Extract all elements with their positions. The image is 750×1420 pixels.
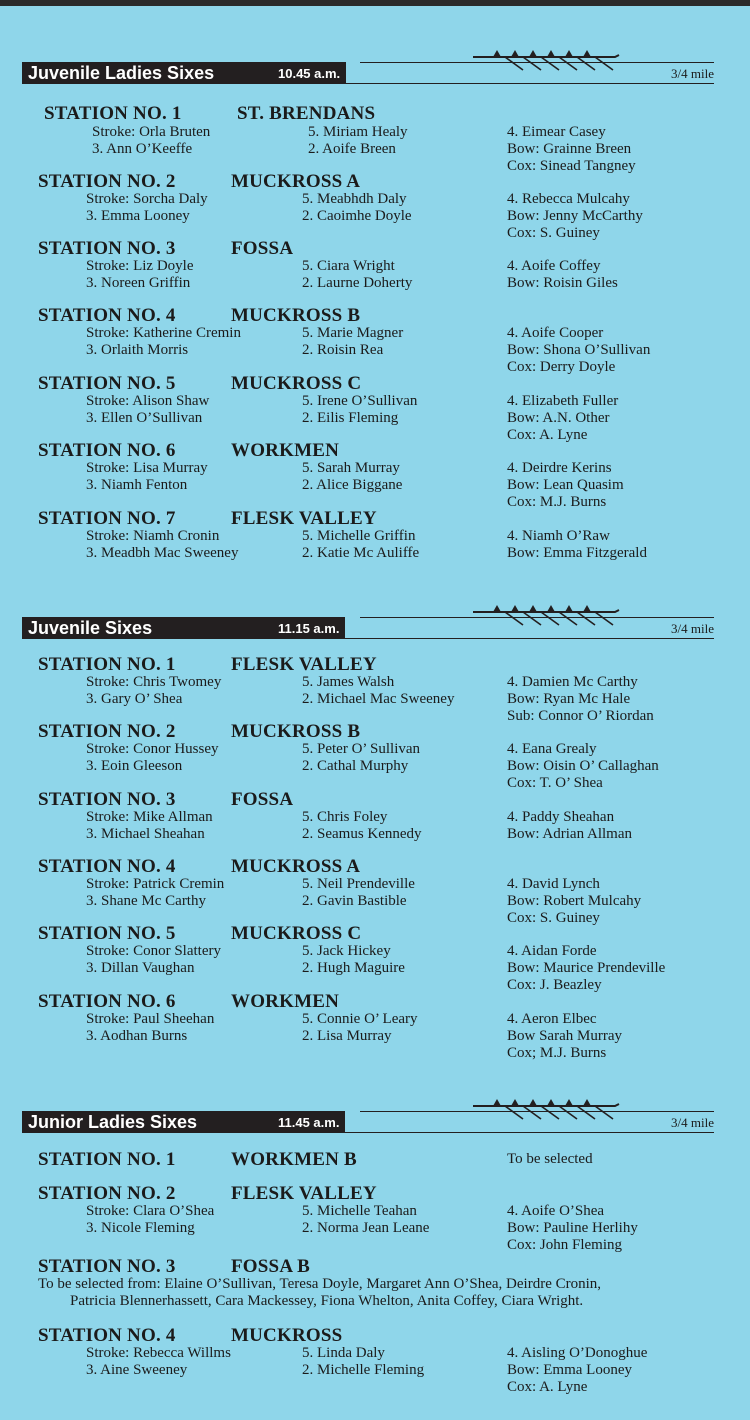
- crew-col-1: [86, 258, 193, 292]
- banner-rule: [22, 83, 714, 84]
- crew-member: 4. Paddy Sheahan: [507, 809, 615, 825]
- rowing-boat-icon: [465, 599, 625, 627]
- crew-member: Sub: Connor O’ Riordan: [507, 708, 654, 724]
- crew-member: Bow: Ryan Mc Hale: [507, 691, 631, 707]
- crew-member: 3. Meadbh Mac Sweeney: [86, 545, 239, 561]
- crew-col-2: [302, 1011, 418, 1045]
- crew-col-2: [302, 528, 419, 562]
- crew-member: Cox: A. Lyne: [507, 1379, 588, 1395]
- crew-member: Cox: S. Guiney: [507, 225, 600, 241]
- station: [38, 1183, 728, 1253]
- crew-member: 3. Gary O’ Shea: [86, 691, 183, 707]
- crew-col-3: [507, 528, 647, 562]
- crew-col-2: [302, 1345, 424, 1379]
- crew-member: Cox: S. Guiney: [507, 910, 600, 926]
- crew-member: Stroke: Mike Allman: [86, 809, 213, 825]
- banner-rule-top: [360, 1111, 714, 1112]
- crew-member: 2. Katie Mc Auliffe: [302, 545, 420, 561]
- crew-member: Bow Sarah Murray: [507, 1028, 622, 1044]
- crew-member: 2. Cathal Murphy: [302, 758, 409, 774]
- section-title: Juvenile Ladies Sixes: [28, 62, 215, 83]
- station-number: STATION NO. 3: [38, 789, 176, 810]
- crew-member: 2. Eilis Fleming: [302, 410, 399, 426]
- crew-member: Bow: Maurice Prendeville: [507, 960, 666, 976]
- crew-col-1: [86, 325, 241, 359]
- station-club: FOSSA B: [231, 1256, 311, 1277]
- section-title-bar: [22, 62, 346, 84]
- station-club: FOSSA: [231, 238, 294, 259]
- rowing-boat-icon: [465, 1093, 625, 1121]
- station-club: FLESK VALLEY: [231, 508, 377, 529]
- crew-col-1: [86, 741, 219, 775]
- crew-col-2: [302, 325, 403, 359]
- station-number: STATION NO. 7: [38, 508, 176, 529]
- crew-member: 5. Michelle Teahan: [302, 1203, 417, 1219]
- crew-member: 4. Aoife Cooper: [507, 325, 604, 341]
- crew-member: 3. Dillan Vaughan: [86, 960, 195, 976]
- station-number: STATION NO. 5: [38, 923, 176, 944]
- station-club: FLESK VALLEY: [231, 1183, 377, 1204]
- crew-member: Bow: Robert Mulcahy: [507, 893, 642, 909]
- section-banner: [0, 585, 750, 638]
- crew-member: 5. Miriam Healy: [308, 124, 408, 140]
- section-juvenile-ladies-sixes: [0, 30, 750, 83]
- banner-rule-top: [360, 617, 714, 618]
- crew-member: 4. Eimear Casey: [507, 124, 606, 140]
- crew-col-3: [507, 393, 618, 444]
- crew-col-2: [302, 191, 412, 225]
- crew-col-1: [86, 191, 208, 225]
- crew-member: Stroke: Patrick Cremin: [86, 876, 225, 892]
- station-club: MUCKROSS: [231, 1325, 343, 1346]
- crew-member: Bow: A.N. Other: [507, 410, 610, 426]
- station-club: WORKMEN: [231, 991, 340, 1012]
- crew-member: 2. Hugh Maguire: [302, 960, 405, 976]
- crew-col-3: [507, 325, 650, 376]
- station: [38, 440, 728, 510]
- crew-member: 5. Neil Prendeville: [302, 876, 415, 892]
- station-club: MUCKROSS B: [231, 721, 361, 742]
- crew-member: 4. Damien Mc Carthy: [507, 674, 638, 690]
- crew-col-3: [507, 741, 659, 792]
- station-club: MUCKROSS A: [231, 171, 361, 192]
- crew-col-1: [86, 809, 213, 843]
- crew-col-3: [507, 943, 665, 994]
- section-junior-ladies-sixes: [0, 1079, 750, 1132]
- crew-member: Cox: Derry Doyle: [507, 359, 616, 375]
- section-banner: [0, 30, 750, 83]
- station-number: STATION NO. 2: [38, 721, 176, 742]
- station-number: STATION NO. 1: [44, 103, 182, 124]
- crew-member: Stroke: Lisa Murray: [86, 460, 208, 476]
- crew-col-1: [86, 1345, 231, 1379]
- station: [38, 238, 728, 291]
- section-time: 11.45 a.m.: [278, 1114, 340, 1130]
- crew-member: 5. Connie O’ Leary: [302, 1011, 418, 1027]
- crew-col-3: [507, 1011, 622, 1062]
- crew-member: Stroke: Orla Bruten: [92, 124, 211, 140]
- crew-member: 3. Aodhan Burns: [86, 1028, 188, 1044]
- crew-member: Cox: John Fleming: [507, 1237, 623, 1253]
- station: [38, 1256, 728, 1309]
- crew-col-2: [302, 1203, 429, 1237]
- banner-rule-top: [360, 62, 714, 63]
- crew-col-2: [302, 258, 412, 292]
- crew-col-2: [302, 393, 417, 427]
- station: [38, 789, 728, 842]
- crew-col-1: [86, 674, 221, 708]
- crew-member: 3. Orlaith Morris: [86, 342, 189, 358]
- crew-col-3: [507, 1203, 638, 1254]
- station-club: FLESK VALLEY: [231, 654, 377, 675]
- section-time: 10.45 a.m.: [278, 65, 341, 81]
- crew-col-3: [507, 124, 636, 175]
- crew-member: 3. Shane Mc Carthy: [86, 893, 206, 909]
- crew-member: 3. Noreen Griffin: [86, 275, 191, 291]
- crew-col-3: [507, 258, 618, 292]
- crew-member: 4. David Lynch: [507, 876, 600, 892]
- crew-col-2: [302, 809, 422, 843]
- crew-member: 5. Linda Daly: [302, 1345, 385, 1361]
- station-club: WORKMEN: [231, 440, 340, 461]
- station: [38, 508, 728, 561]
- crew-member: 2. Gavin Bastible: [302, 893, 407, 909]
- crew-member: 2. Norma Jean Leane: [302, 1220, 430, 1236]
- crew-member: Cox: Sinead Tangney: [507, 158, 636, 174]
- section-distance: 3/4 mile: [671, 621, 714, 636]
- crew-member: 5. Ciara Wright: [302, 258, 395, 274]
- banner-rule: [22, 638, 714, 639]
- section-title: Junior Ladies Sixes: [28, 1111, 198, 1132]
- crew-member: 3. Niamh Fenton: [86, 477, 188, 493]
- crew-member: 2. Michelle Fleming: [302, 1362, 425, 1378]
- station-club: MUCKROSS B: [231, 305, 361, 326]
- crew-col-1: [86, 876, 224, 910]
- crew-member: 5. Jack Hickey: [302, 943, 391, 959]
- crew-member: Stroke: Conor Slattery: [86, 943, 221, 959]
- crew-member: 2. Seamus Kennedy: [302, 826, 422, 842]
- station-club: MUCKROSS C: [231, 373, 362, 394]
- crew-member: Bow: Grainne Breen: [507, 141, 632, 157]
- crew-col-3: [507, 876, 641, 927]
- crew-member: Bow: Roisin Giles: [507, 275, 618, 291]
- crew-col-2: [302, 876, 415, 910]
- crew-col-2: [302, 460, 402, 494]
- crew-member: 2. Roisin Rea: [302, 342, 384, 358]
- crew-member: Stroke: Chris Twomey: [86, 674, 222, 690]
- crew-member: Bow: Lean Quasim: [507, 477, 624, 493]
- to-be-selected-note: [507, 1151, 593, 1168]
- crew-member: Bow: Shona O’Sullivan: [507, 342, 651, 358]
- crew-col-3: [507, 674, 654, 725]
- crew-col-3: [507, 191, 643, 242]
- station-club: WORKMEN B: [231, 1149, 357, 1170]
- crew-member: 4. Eana Grealy: [507, 741, 597, 757]
- station-club: ST. BRENDANS: [237, 103, 376, 124]
- crew-member: 2. Lisa Murray: [302, 1028, 392, 1044]
- crew-col-1: [86, 1011, 214, 1045]
- crew-col-1: [86, 460, 208, 494]
- station: [38, 721, 728, 791]
- section-banner: [0, 1079, 750, 1132]
- station: [38, 305, 728, 375]
- station-club: MUCKROSS A: [231, 856, 361, 877]
- crew-member: Stroke: Liz Doyle: [86, 258, 194, 274]
- crew-member: 4. Aoife O’Shea: [507, 1203, 605, 1219]
- crew-member: 3. Emma Looney: [86, 208, 190, 224]
- crew-col-2: [302, 674, 454, 708]
- crew-member: Bow: Emma Fitzgerald: [507, 545, 647, 561]
- crew-member: Cox: J. Beazley: [507, 977, 602, 993]
- crew-member: 2. Michael Mac Sweeney: [302, 691, 455, 707]
- selection-line: To be selected from: Elaine O’Sullivan, Teresa Doyle, Margaret Ann O’Shea, Deirdre Cronin,: [38, 1276, 602, 1292]
- crew-member: 5. Sarah Murray: [302, 460, 400, 476]
- crew-member: 2. Laurne Doherty: [302, 275, 413, 291]
- crew-member: 3. Nicole Fleming: [86, 1220, 195, 1236]
- crew-col-1: [92, 124, 210, 158]
- crew-member: Stroke: Alison Shaw: [86, 393, 210, 409]
- station-number: STATION NO. 3: [38, 1256, 176, 1277]
- section-time: 11.15 a.m.: [278, 620, 340, 636]
- station-number: STATION NO. 1: [38, 1149, 176, 1170]
- station: [38, 373, 728, 443]
- crew-col-1: [86, 393, 209, 427]
- crew-member: 4. Aoife Coffey: [507, 258, 601, 274]
- selection-list: [38, 1276, 601, 1310]
- station-club: MUCKROSS C: [231, 923, 362, 944]
- crew-member: 5. Chris Foley: [302, 809, 388, 825]
- crew-member: Stroke: Conor Hussey: [86, 741, 219, 757]
- station: [38, 171, 728, 241]
- station: [38, 856, 728, 926]
- crew-member: Stroke: Clara O’Shea: [86, 1203, 215, 1219]
- station: [38, 923, 728, 993]
- crew-col-1: [86, 1203, 214, 1237]
- crew-member: Cox: M.J. Burns: [507, 494, 607, 510]
- crew-col-3: [507, 460, 624, 511]
- station-number: STATION NO. 6: [38, 440, 176, 461]
- crew-member: 4. Deirdre Kerins: [507, 460, 612, 476]
- crew-member: 4. Aisling O’Donoghue: [507, 1345, 648, 1361]
- station-number: STATION NO. 3: [38, 238, 176, 259]
- crew-member: 3. Ellen O’Sullivan: [86, 410, 203, 426]
- crew-col-3: [507, 809, 632, 843]
- rowing-boat-icon: [465, 44, 625, 72]
- banner-rule: [22, 1132, 714, 1133]
- section-title: Juvenile Sixes: [28, 617, 153, 638]
- crew-member: 3. Aine Sweeney: [86, 1362, 188, 1378]
- crew-member: Stroke: Niamh Cronin: [86, 528, 220, 544]
- crew-member: 3. Michael Sheahan: [86, 826, 205, 842]
- crew-member: 5. James Walsh: [302, 674, 395, 690]
- crew-member: Cox: A. Lyne: [507, 427, 588, 443]
- crew-member: 5. Marie Magner: [302, 325, 404, 341]
- crew-col-1: [86, 528, 238, 562]
- crew-member: 3. Ann O’Keeffe: [92, 141, 193, 157]
- crew-col-2: [302, 741, 420, 775]
- station-number: STATION NO. 6: [38, 991, 176, 1012]
- crew-col-1: [86, 943, 221, 977]
- crew-member: Bow: Emma Looney: [507, 1362, 632, 1378]
- crew-member: 2. Alice Biggane: [302, 477, 403, 493]
- station-number: STATION NO. 5: [38, 373, 176, 394]
- crew-member: Bow: Adrian Allman: [507, 826, 632, 842]
- station: [38, 991, 728, 1061]
- section-juvenile-sixes: [0, 585, 750, 638]
- crew-member: 4. Rebecca Mulcahy: [507, 191, 630, 207]
- crew-col-3: [507, 1345, 647, 1396]
- crew-col-2: [302, 943, 405, 977]
- station-club: FOSSA: [231, 789, 294, 810]
- crew-member: 2. Aoife Breen: [308, 141, 396, 157]
- crew-member: 5. Irene O’Sullivan: [302, 393, 418, 409]
- top-rule: [0, 0, 750, 6]
- crew-member: Stroke: Paul Sheehan: [86, 1011, 215, 1027]
- crew-member: 5. Meabhdh Daly: [302, 191, 407, 207]
- station: [38, 1325, 728, 1395]
- crew-member: Bow: Jenny McCarthy: [507, 208, 643, 224]
- crew-member: 4. Aeron Elbec: [507, 1011, 597, 1027]
- crew-member: 4. Niamh O’Raw: [507, 528, 610, 544]
- crew-member: 4. Aidan Forde: [507, 943, 597, 959]
- crew-col-2: [308, 124, 408, 158]
- section-distance: 3/4 mile: [671, 66, 714, 81]
- crew-member: 3. Eoin Gleeson: [86, 758, 183, 774]
- crew-member: Stroke: Sorcha Daly: [86, 191, 208, 207]
- crew-member: Stroke: Katherine Cremin: [86, 325, 241, 341]
- station: [44, 103, 734, 174]
- section-title-bar: [22, 1111, 345, 1133]
- crew-member: Bow: Pauline Herlihy: [507, 1220, 638, 1236]
- station-number: STATION NO. 4: [38, 305, 176, 326]
- station-number: STATION NO. 2: [38, 1183, 176, 1204]
- section-title-bar: [22, 617, 345, 639]
- crew-member: Cox: T. O’ Shea: [507, 775, 603, 791]
- station-number: STATION NO. 2: [38, 171, 176, 192]
- station-number: STATION NO. 1: [38, 654, 176, 675]
- station: [38, 654, 728, 724]
- section-distance: 3/4 mile: [671, 1115, 714, 1130]
- crew-member: 5. Peter O’ Sullivan: [302, 741, 421, 757]
- station: [38, 1150, 728, 1170]
- station-number: STATION NO. 4: [38, 1325, 176, 1346]
- crew-member: Stroke: Rebecca Willms: [86, 1345, 231, 1361]
- crew-member: 4. Elizabeth Fuller: [507, 393, 619, 409]
- crew-member: 2. Caoimhe Doyle: [302, 208, 412, 224]
- crew-member: Bow: Oisin O’ Callaghan: [507, 758, 659, 774]
- station-number: STATION NO. 4: [38, 856, 176, 877]
- crew-member: Cox; M.J. Burns: [507, 1045, 607, 1061]
- crew-member: To be selected: [507, 1151, 593, 1167]
- selection-line: Patricia Blennerhassett, Cara Mackessey, Fiona Whelton, Anita Coffey, Ciara Wright.: [70, 1293, 584, 1309]
- crew-member: 5. Michelle Griffin: [302, 528, 416, 544]
